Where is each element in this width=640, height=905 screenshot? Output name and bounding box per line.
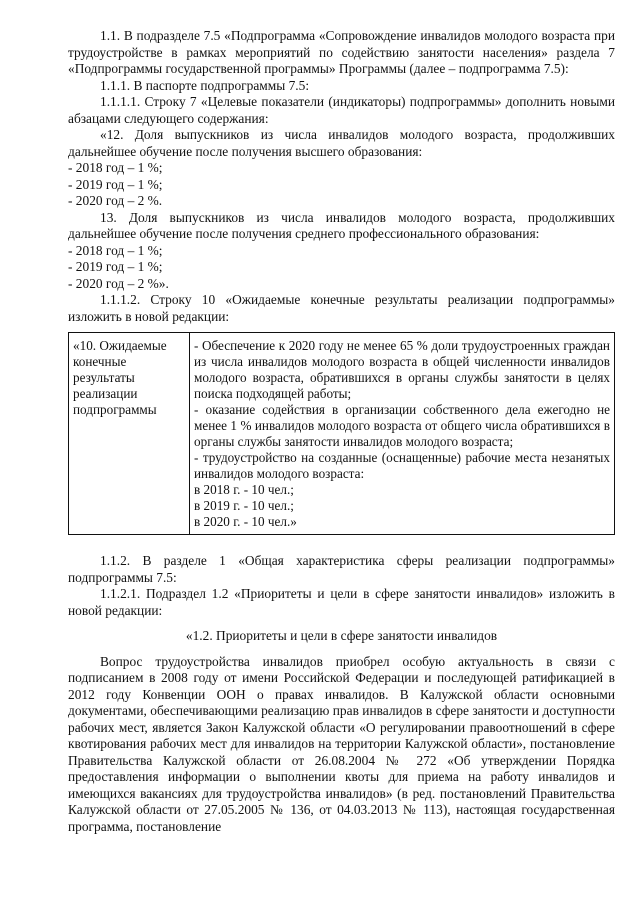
table-line-2019: в 2019 г. - 10 чел.; bbox=[194, 498, 294, 513]
indicator-13: 13. Доля выпускников из числа инвалидов молодого возраста, продолживших дальнейшее обучение после получения среднего профессионального образования: bbox=[68, 209, 615, 241]
document-page bbox=[68, 28, 615, 835]
table-line-2020: в 2020 г. - 10 чел.» bbox=[194, 514, 297, 529]
paragraph-1-1-1: 1.1.1. В паспорте подпрограммы 7.5: bbox=[100, 77, 310, 93]
results-table bbox=[68, 332, 615, 535]
section-heading: «1.2. Приоритеты и цели в сфере занятости инвалидов bbox=[185, 628, 498, 643]
paragraph-1-1: 1.1. В подразделе 7.5 «Подпрограмма «Сопровождение инвалидов молодого возраста при трудоустройстве в рамках мероприятий по содействию занятости населения» раздела 7 «Подпрограммы государственной программы» Программы (далее – подпрограмма 7.5): bbox=[68, 28, 615, 76]
table-content-cell bbox=[190, 333, 615, 535]
indicator-12-year-2018: - 2018 год – 1 %; bbox=[68, 160, 163, 175]
indicator-12-year-2020: - 2020 год – 2 %. bbox=[68, 193, 163, 208]
paragraph-1-1-2-1: 1.1.2.1. Подраздел 1.2 «Приоритеты и цели в сфере занятости инвалидов» изложить в новой редакции: bbox=[68, 586, 615, 618]
body-paragraph: Вопрос трудоустройства инвалидов приобрел особую актуальность в связи с подписанием в 2008 году от имени Российской Федерации и последующей ратификацией в 2012 году Конвенции ООН о правах инвалидов. В Калужской области основными документами, обеспечивающими реализацию прав инвалидов в сфере занятости и доступности рабочих мест, является Закон Калужской области «О регулировании правоотношений в сфере квотирования рабочих мест для инвалидов на территории Калужской области», постановление Правительства Калужской области от 26.08.2004 № 272 «Об утверждении Порядка предоставления информации о выполнении квоты для приема на работу инвалидов и имеющихся вакансиях для трудоустройства инвалидов» (в ред. постановлений Правительства Калужской области от 27.05.2005 № 136, от 04.03.2013 № 113), настоящая государственная программа, постановление bbox=[68, 653, 615, 834]
table-label-cell: «10. Ожидаемые конечные результаты реализации подпрограммы bbox=[69, 333, 190, 535]
indicator-13-year-2020: - 2020 год – 2 %». bbox=[68, 275, 169, 291]
table-line-employment: - Обеспечение к 2020 году не менее 65 % доли трудоустроенных граждан из числа инвалидов молодого возраста в общей численности инвалидов молодого возраста, обратившихся в органы службы занятости в целях поиска подходящей работы; bbox=[194, 338, 610, 401]
indicator-12-year-2019: - 2019 год – 1 %; bbox=[68, 176, 163, 192]
table-line-workplaces: - трудоустройство на созданные (оснащенные) рабочие места незанятых инвалидов молодого возраста: bbox=[194, 450, 610, 481]
table-line-2018: в 2018 г. - 10 чел.; bbox=[194, 482, 294, 497]
indicator-12: «12. Доля выпускников из числа инвалидов молодого возраста, продолживших дальнейшее обучение после получения высшего образования: bbox=[68, 127, 615, 159]
table-row bbox=[69, 333, 615, 535]
indicator-13-year-2018: - 2018 год – 1 %; bbox=[68, 242, 163, 258]
paragraph-1-1-1-2: 1.1.1.2. Строку 10 «Ожидаемые конечные результаты реализации подпрограммы» изложить в новой редакции: bbox=[68, 292, 615, 324]
indicator-13-year-2019: - 2019 год – 1 %; bbox=[68, 259, 163, 274]
paragraph-1-1-2: 1.1.2. В разделе 1 «Общая характеристика сферы реализации подпрограммы» подпрограммы 7.5: bbox=[68, 553, 615, 585]
table-line-own-business: - оказание содействия в организации собственного дела ежегодно не менее 1 % инвалидов молодого возраста от общего числа обратившихся в органы службы занятости инвалидов молодого возраста; bbox=[194, 402, 610, 449]
paragraph-1-1-1-1: 1.1.1.1. Строку 7 «Целевые показатели (индикаторы) подпрограммы» дополнить новыми абзацами следующего содержания: bbox=[68, 94, 615, 126]
